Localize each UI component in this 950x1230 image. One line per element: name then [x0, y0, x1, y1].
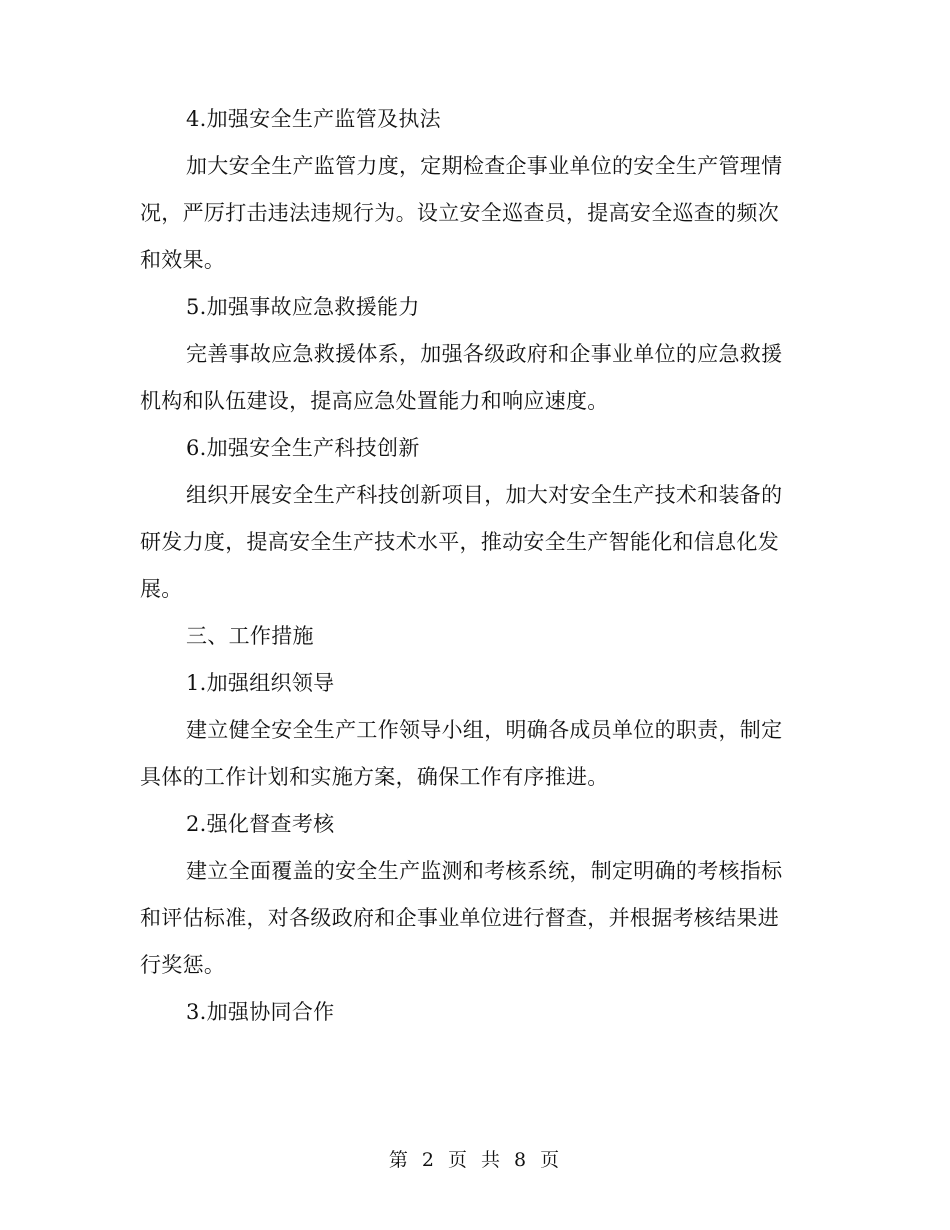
paragraph-line: 具体的工作计划和实施方案，确保工作有序推进。 [140, 765, 609, 789]
document-body [140, 96, 800, 1036]
paragraph-line: 况，严厉打击违法违规行为。设立安全巡查员，提高安全巡查的频次 [140, 201, 779, 225]
paragraph-line: 和评估标准，对各级政府和企事业单位进行督查，并根据考核结果进 [140, 906, 779, 930]
paragraph-line: 组织开展安全生产科技创新项目，加大对安全生产技术和装备的 [186, 483, 783, 507]
paragraph-line: 行奖惩。 [140, 953, 226, 977]
chapter-heading-work-measures: 三、工作措施 [186, 624, 314, 648]
paragraph-line: 建立全面覆盖的安全生产监测和考核系统，制定明确的考核指标 [186, 859, 783, 883]
section-heading-3: 3.加强协同合作 [186, 1000, 335, 1024]
paragraph-line: 研发力度，提高安全生产技术水平，推动安全生产智能化和信息化发 [140, 530, 779, 554]
paragraph-line: 加大安全生产监管力度，定期检查企事业单位的安全生产管理情 [186, 154, 783, 178]
paragraph-line: 机构和队伍建设，提高应急处置能力和响应速度。 [140, 389, 609, 413]
paragraph-line: 和效果。 [140, 248, 226, 272]
page-number-footer: 第 2 页 共 8 页 [388, 1149, 562, 1171]
paragraph-line: 完善事故应急救援体系，加强各级政府和企事业单位的应急救援 [186, 342, 783, 366]
paragraph-line: 展。 [140, 577, 183, 601]
section-heading-5: 5.加强事故应急救援能力 [186, 295, 420, 319]
section-heading-1: 1.加强组织领导 [186, 671, 335, 695]
section-heading-6: 6.加强安全生产科技创新 [186, 436, 420, 460]
section-heading-2: 2.强化督查考核 [186, 812, 335, 836]
paragraph-line: 建立健全安全生产工作领导小组，明确各成员单位的职责，制定 [186, 718, 783, 742]
section-heading-4: 4.加强安全生产监管及执法 [186, 107, 441, 131]
